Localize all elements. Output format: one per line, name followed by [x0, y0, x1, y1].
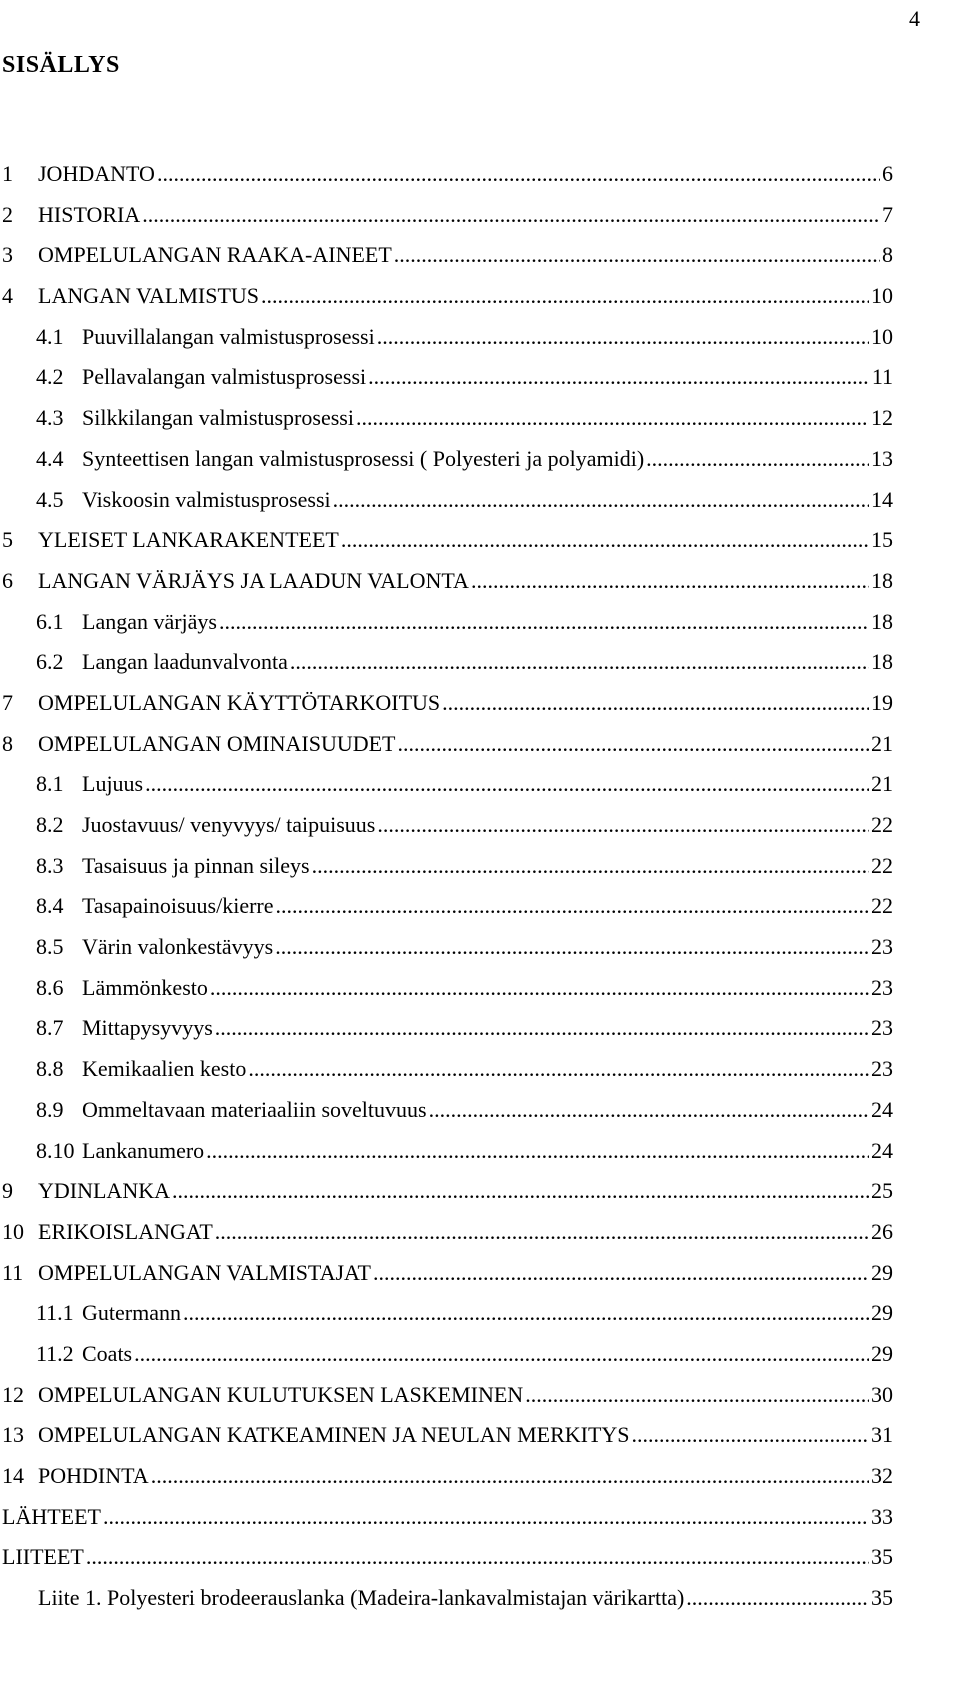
- toc-entry[interactable]: [0, 1131, 893, 1172]
- toc-entry-page-number: 22: [871, 812, 893, 837]
- toc-dot-leader: [157, 154, 880, 195]
- toc-entry-title: Lujuus: [82, 771, 144, 797]
- toc-entry[interactable]: [0, 846, 893, 887]
- toc-entry[interactable]: [0, 561, 893, 602]
- toc-entry-number: 11.2: [36, 1340, 74, 1366]
- toc-entry[interactable]: [0, 1293, 893, 1334]
- toc-entry-number: 11: [2, 1259, 24, 1285]
- toc-entry[interactable]: [0, 1375, 893, 1416]
- toc-entry-title: OMPELULANGAN OMINAISUUDET: [38, 730, 396, 756]
- toc-entry-page-number: 32: [871, 1463, 893, 1488]
- toc-dot-leader: [290, 642, 869, 683]
- toc-entry[interactable]: [0, 357, 893, 398]
- toc-entry[interactable]: [0, 1497, 893, 1538]
- toc-entry-title: YLEISET LANKARAKENTEET: [38, 527, 339, 553]
- toc-entry-page-number: 24: [871, 1137, 893, 1163]
- toc-entry-page-number: 8: [882, 242, 893, 268]
- toc-entry-number: 4.4: [36, 445, 64, 471]
- toc-entry-number: 8.3: [36, 852, 64, 878]
- toc-entry-page-number: 19: [871, 689, 893, 715]
- toc-entry-number: 1: [2, 161, 13, 186]
- toc-entry-page-number: 29: [871, 1259, 893, 1285]
- toc-entry[interactable]: [0, 1008, 893, 1049]
- toc-entry-title: Gutermann: [82, 1300, 181, 1326]
- toc-entry-page-number: 29: [871, 1340, 893, 1366]
- toc-entry-page-number: 14: [871, 486, 893, 512]
- toc-entry-number: 8.5: [36, 934, 64, 960]
- toc-dot-leader: [394, 235, 880, 276]
- toc-entry-page-number: 21: [871, 771, 893, 797]
- toc-dot-leader: [471, 561, 869, 602]
- toc-entry[interactable]: [0, 276, 893, 317]
- toc-entry-title: Langan värjäys: [82, 608, 217, 634]
- toc-dot-leader: [151, 1456, 869, 1497]
- toc-entry-page-number: 13: [871, 445, 893, 471]
- toc-title: SISÄLLYS: [2, 52, 120, 78]
- toc-entry-title: Coats: [82, 1340, 133, 1366]
- toc-entry[interactable]: [0, 805, 893, 846]
- toc-entry[interactable]: [0, 764, 893, 805]
- table-of-contents: [0, 154, 893, 1619]
- toc-entry-page-number: 23: [871, 1056, 893, 1082]
- toc-dot-leader: [206, 1131, 869, 1172]
- toc-dot-leader: [442, 683, 869, 724]
- toc-entry-title: Viskoosin valmistusprosessi: [82, 486, 331, 512]
- toc-entry-number: 4: [2, 283, 13, 309]
- toc-entry[interactable]: [0, 520, 893, 561]
- toc-entry-title: Kemikaalien kesto: [82, 1056, 247, 1082]
- toc-entry-page-number: 18: [871, 649, 893, 675]
- toc-entry[interactable]: [0, 480, 893, 521]
- toc-entry[interactable]: [0, 154, 893, 195]
- toc-entry-title: Tasapainoisuus/kierre: [82, 893, 274, 919]
- toc-entry-page-number: 12: [871, 405, 893, 431]
- toc-entry-number: 8.4: [36, 893, 64, 919]
- toc-entry[interactable]: [0, 1171, 893, 1212]
- toc-entry-number: 8.9: [36, 1096, 64, 1122]
- toc-entry[interactable]: [0, 602, 893, 643]
- toc-entry-title: OMPELULANGAN KULUTUKSEN LASKEMINEN: [38, 1381, 524, 1407]
- toc-entry[interactable]: [0, 1334, 893, 1375]
- toc-entry-page-number: 35: [871, 1585, 893, 1611]
- toc-entry[interactable]: [0, 317, 893, 358]
- toc-entry[interactable]: [0, 1537, 893, 1578]
- toc-entry-title: LANGAN VALMISTUS: [38, 283, 260, 309]
- toc-dot-leader: [215, 1212, 869, 1253]
- toc-entry-page-number: 18: [871, 567, 893, 593]
- toc-dot-leader: [275, 927, 869, 968]
- toc-entry[interactable]: [0, 1049, 893, 1090]
- toc-entry-page-number: 33: [871, 1503, 893, 1529]
- toc-dot-leader: [356, 398, 869, 439]
- toc-dot-leader: [646, 439, 869, 480]
- toc-entry-number: 6.1: [36, 608, 64, 634]
- toc-entry-page-number: 15: [871, 527, 893, 553]
- toc-dot-leader: [377, 805, 869, 846]
- toc-entry[interactable]: [0, 1456, 893, 1497]
- toc-dot-leader: [429, 1090, 869, 1131]
- toc-entry[interactable]: [0, 235, 893, 276]
- toc-entry-page-number: 25: [871, 1178, 893, 1204]
- toc-entry[interactable]: [0, 724, 893, 765]
- toc-entry-title: LANGAN VÄRJÄYS JA LAADUN VALONTA: [38, 567, 469, 593]
- toc-dot-leader: [312, 846, 869, 887]
- toc-entry-page-number: 23: [871, 1015, 893, 1041]
- toc-entry-page-number: 6: [882, 161, 893, 186]
- toc-entry[interactable]: [0, 1212, 893, 1253]
- toc-entry-title: Lankanumero: [82, 1137, 205, 1163]
- toc-entry[interactable]: [0, 642, 893, 683]
- toc-entry-number: 8.7: [36, 1015, 64, 1041]
- toc-entry-number: 4.1: [36, 323, 64, 349]
- toc-entry-title: Langan laadunvalvonta: [82, 649, 288, 675]
- toc-entry-title: Synteettisen langan valmistusprosessi ( Polyesteri ja polyamidi): [82, 445, 645, 471]
- toc-dot-leader: [86, 1537, 869, 1578]
- toc-entry-page-number: 31: [871, 1422, 893, 1448]
- toc-entry[interactable]: [0, 398, 893, 439]
- toc-entry-number: 12: [2, 1381, 24, 1407]
- toc-dot-leader: [103, 1497, 869, 1538]
- toc-entry-number: 5: [2, 527, 13, 553]
- toc-entry-number: 4.3: [36, 405, 64, 431]
- toc-entry[interactable]: [0, 195, 893, 236]
- toc-dot-leader: [215, 1008, 869, 1049]
- toc-entry[interactable]: [0, 927, 893, 968]
- toc-dot-leader: [276, 886, 869, 927]
- toc-entry-page-number: 30: [871, 1381, 893, 1407]
- toc-entry-page-number: 35: [871, 1544, 893, 1570]
- toc-entry-title: Ommeltavaan materiaaliin soveltuvuus: [82, 1096, 427, 1122]
- toc-entry-number: 8.2: [36, 812, 64, 837]
- toc-entry-number: 2: [2, 201, 13, 227]
- toc-entry-page-number: 29: [871, 1300, 893, 1326]
- toc-entry[interactable]: [0, 886, 893, 927]
- toc-entry-title: OMPELULANGAN RAAKA-AINEET: [38, 242, 392, 268]
- toc-dot-leader: [333, 480, 869, 521]
- page-number: 4: [909, 6, 920, 31]
- toc-dot-leader: [632, 1415, 869, 1456]
- toc-dot-leader: [172, 1171, 869, 1212]
- toc-entry[interactable]: [0, 1253, 893, 1294]
- toc-entry[interactable]: [0, 1090, 893, 1131]
- toc-entry-page-number: 22: [871, 893, 893, 919]
- toc-entry-title: OMPELULANGAN KATKEAMINEN JA NEULAN MERKITYS: [38, 1422, 630, 1448]
- toc-dot-leader: [183, 1293, 869, 1334]
- toc-entry-title: LIITEET: [2, 1544, 84, 1570]
- toc-entry-title: LÄHTEET: [2, 1503, 101, 1529]
- toc-dot-leader: [368, 357, 870, 398]
- toc-entry-page-number: 23: [871, 934, 893, 960]
- toc-dot-leader: [261, 276, 869, 317]
- toc-entry-title: YDINLANKA: [38, 1178, 170, 1204]
- toc-dot-leader: [341, 520, 869, 561]
- toc-entry-page-number: 22: [871, 852, 893, 878]
- toc-dot-leader: [145, 764, 869, 805]
- toc-entry-number: 9: [2, 1178, 13, 1204]
- toc-entry-number: 8.1: [36, 771, 64, 797]
- toc-entry[interactable]: [0, 968, 893, 1009]
- toc-entry[interactable]: [0, 439, 893, 480]
- toc-entry-number: 8.8: [36, 1056, 64, 1082]
- toc-entry-number: 13: [2, 1422, 24, 1448]
- toc-entry-page-number: 10: [871, 283, 893, 309]
- toc-entry-title: Pellavalangan valmistusprosessi: [82, 364, 367, 390]
- toc-entry-page-number: 11: [871, 364, 893, 390]
- toc-entry-page-number: 21: [871, 730, 893, 756]
- toc-entry-number: 4.2: [36, 364, 64, 390]
- toc-entry-number: 8: [2, 730, 13, 756]
- toc-entry-title: JOHDANTO: [38, 161, 155, 186]
- toc-entry-title: Mittapysyvyys: [82, 1015, 213, 1041]
- toc-entry-title: Puuvillalangan valmistusprosessi: [82, 323, 375, 349]
- toc-dot-leader: [134, 1334, 869, 1375]
- toc-entry[interactable]: [0, 1578, 893, 1619]
- toc-entry-page-number: 23: [871, 974, 893, 1000]
- toc-entry-page-number: 18: [871, 608, 893, 634]
- toc-dot-leader: [373, 1253, 869, 1294]
- toc-entry-number: 7: [2, 689, 13, 715]
- toc-dot-leader: [525, 1375, 869, 1416]
- toc-entry-title: ERIKOISLANGAT: [38, 1218, 213, 1244]
- toc-entry[interactable]: [0, 1415, 893, 1456]
- toc-entry-title: Värin valonkestävyys: [82, 934, 274, 960]
- toc-entry-number: 14: [2, 1463, 24, 1488]
- toc-dot-leader: [210, 968, 869, 1009]
- toc-entry-title: Juostavuus/ venyvyys/ taipuisuus: [82, 812, 376, 837]
- toc-dot-leader: [219, 602, 869, 643]
- toc-entry-number: 8.6: [36, 974, 64, 1000]
- toc-entry-title: Silkkilangan valmistusprosessi: [82, 405, 354, 431]
- toc-entry-number: 11.1: [36, 1300, 74, 1326]
- toc-dot-leader: [686, 1578, 869, 1619]
- toc-entry-title: Tasaisuus ja pinnan sileys: [82, 852, 310, 878]
- toc-entry-number: 6.2: [36, 649, 64, 675]
- toc-entry-title: HISTORIA: [38, 201, 141, 227]
- toc-entry[interactable]: [0, 683, 893, 724]
- toc-entry-title: Lämmönkesto: [82, 974, 208, 1000]
- toc-dot-leader: [377, 317, 869, 358]
- toc-dot-leader: [142, 195, 880, 236]
- toc-entry-page-number: 7: [882, 201, 893, 227]
- toc-entry-title: Liite 1. Polyesteri brodeerauslanka (Madeira-lankavalmistajan värikartta): [38, 1585, 685, 1611]
- toc-entry-number: 8.10: [36, 1137, 75, 1163]
- toc-entry-number: 10: [2, 1218, 24, 1244]
- toc-entry-number: 3: [2, 242, 13, 268]
- toc-entry-title: OMPELULANGAN VALMISTAJAT: [38, 1259, 371, 1285]
- toc-entry-page-number: 26: [871, 1218, 893, 1244]
- toc-entry-page-number: 10: [871, 323, 893, 349]
- toc-entry-page-number: 24: [871, 1096, 893, 1122]
- toc-dot-leader: [248, 1049, 869, 1090]
- toc-entry-title: POHDINTA: [38, 1463, 149, 1488]
- toc-entry-number: 4.5: [36, 486, 64, 512]
- toc-dot-leader: [397, 724, 869, 765]
- toc-entry-title: OMPELULANGAN KÄYTTÖTARKOITUS: [38, 689, 441, 715]
- toc-entry-number: 6: [2, 567, 13, 593]
